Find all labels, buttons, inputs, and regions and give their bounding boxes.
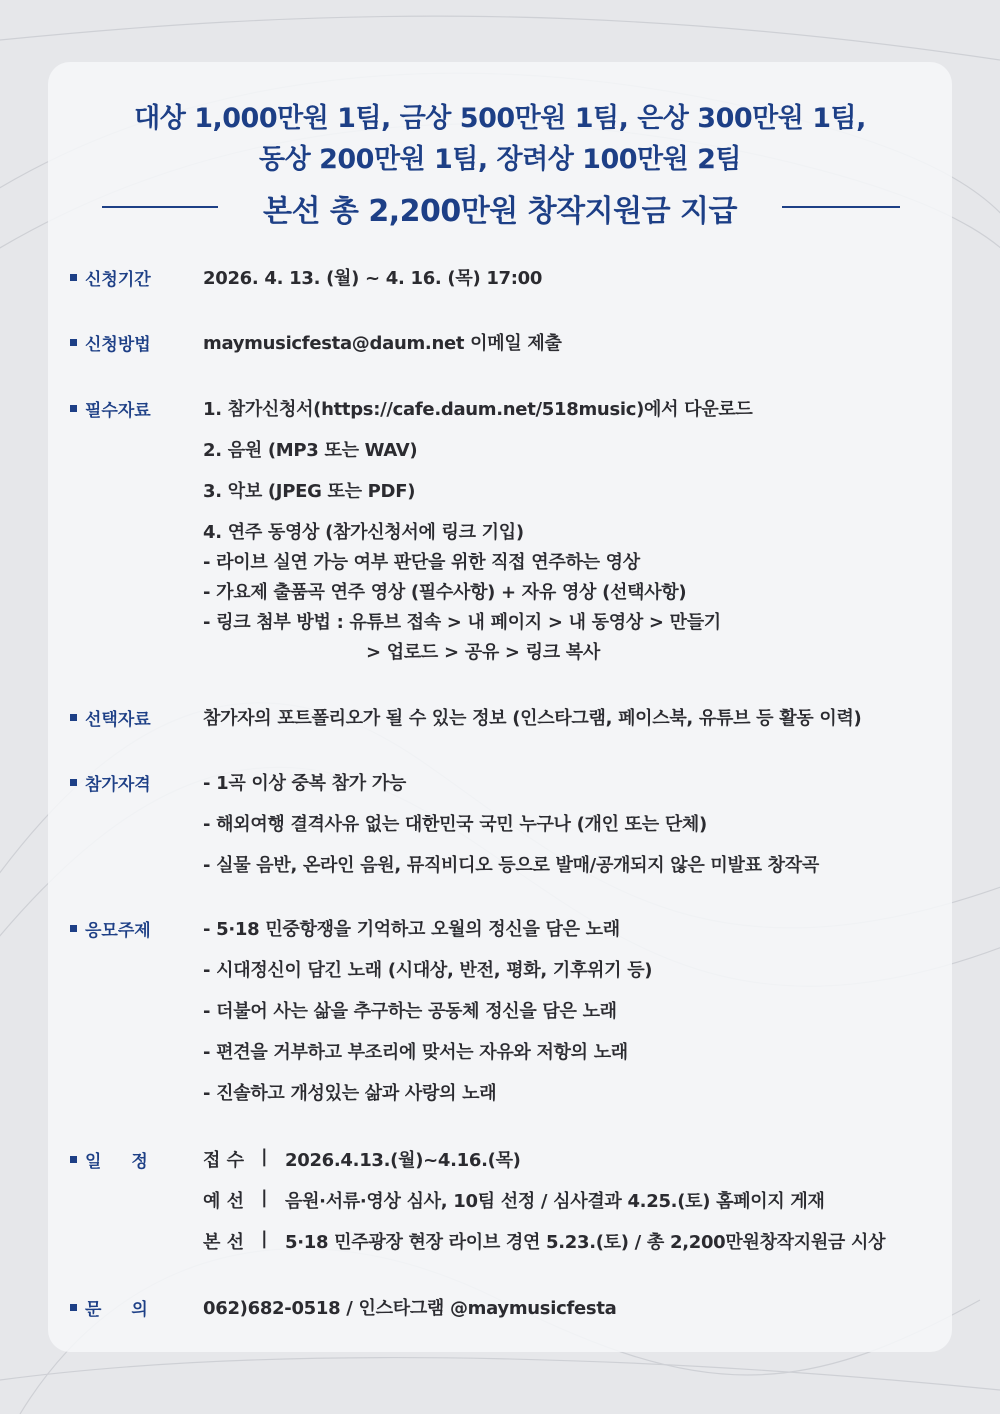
contact-value: 062)682-0518 / 인스타그램 @maymusicfesta [203, 1298, 617, 1319]
label-schedule: 일정 [70, 1147, 178, 1172]
schedule-key: 예 선 [203, 1191, 245, 1212]
eligibility-item: - 실물 음반, 온라인 음원, 뮤직비디오 등으로 발매/공개되지 않은 미발표 창작곡 [203, 855, 819, 876]
square-bullet-icon [70, 1156, 77, 1163]
square-bullet-icon [70, 925, 77, 932]
required-item: 1. 참가신청서(https://cafe.daum.net/518music)에서 다운로드 [203, 399, 753, 420]
prize-line-2: 동상 200만원 1팀, 장려상 100만원 2팀 [259, 144, 741, 175]
schedule-value: 2026.4.13.(월)~4.16.(목) [285, 1150, 521, 1171]
theme-item: - 편견을 거부하고 부조리에 맞서는 자유와 저항의 노래 [203, 1042, 628, 1063]
square-bullet-icon [70, 779, 77, 786]
square-bullet-icon [70, 405, 77, 412]
required-item: 3. 악보 (JPEG 또는 PDF) [203, 481, 416, 502]
schedule-separator: | [261, 1146, 268, 1167]
title-rule-right [782, 206, 900, 208]
theme-item: - 더불어 사는 삶을 추구하는 공동체 정신을 담은 노래 [203, 1001, 617, 1022]
title-row [0, 186, 1000, 230]
page-title: 본선 총 2,200만원 창작지원금 지급 [263, 194, 737, 229]
method-value: maymusicfesta@daum.net 이메일 제출 [203, 333, 562, 354]
square-bullet-icon [70, 274, 77, 281]
schedule-value: 5·18 민주광장 현장 라이브 경연 5.23.(토) / 총 2,200만원창작지원금 시상 [285, 1232, 886, 1253]
required-item: - 링크 첨부 방법 : 유튜브 접속 > 내 페이지 > 내 동영상 > 만들기 [203, 612, 721, 633]
required-item: 2. 음원 (MP3 또는 WAV) [203, 440, 418, 461]
schedule-separator: | [261, 1187, 268, 1208]
required-item: > 업로드 > 공유 > 링크 복사 [366, 642, 600, 663]
eligibility-item: - 해외여행 결격사유 없는 대한민국 국민 누구나 (개인 또는 단체) [203, 814, 707, 835]
theme-item: - 시대정신이 담긴 노래 (시대상, 반전, 평화, 기후위기 등) [203, 960, 653, 981]
label-method: 신청방법 [70, 330, 151, 355]
square-bullet-icon [70, 1304, 77, 1311]
optional-value: 참가자의 포트폴리오가 될 수 있는 정보 (인스타그램, 페이스북, 유튜브 등 활동 이력) [203, 708, 862, 729]
schedule-key: 접 수 [203, 1150, 245, 1171]
label-themes: 응모주제 [70, 916, 151, 941]
schedule-value: 음원·서류·영상 심사, 10팀 선정 / 심사결과 4.25.(토) 홈페이지 게재 [285, 1191, 825, 1212]
required-item: 4. 연주 동영상 (참가신청서에 링크 기입) [203, 522, 524, 543]
eligibility-item: - 1곡 이상 중복 참가 가능 [203, 773, 407, 794]
schedule-key: 본 선 [203, 1232, 245, 1253]
period-value: 2026. 4. 13. (월) ~ 4. 16. (목) 17:00 [203, 268, 543, 289]
theme-item: - 진솔하고 개성있는 삶과 사랑의 노래 [203, 1083, 497, 1104]
prize-line-1: 대상 1,000만원 1팀, 금상 500만원 1팀, 은상 300만원 1팀, [134, 103, 866, 134]
label-eligibility: 참가자격 [70, 770, 151, 795]
label-contact: 문의 [70, 1295, 178, 1320]
square-bullet-icon [70, 714, 77, 721]
required-item: - 가요제 출품곡 연주 영상 (필수사항) + 자유 영상 (선택사항) [203, 582, 687, 603]
label-period: 신청기간 [70, 265, 151, 290]
theme-item: - 5·18 민중항쟁을 기억하고 오월의 정신을 담은 노래 [203, 919, 620, 940]
required-item: - 라이브 실연 가능 여부 판단을 위한 직접 연주하는 영상 [203, 552, 640, 573]
square-bullet-icon [70, 339, 77, 346]
label-required: 필수자료 [70, 396, 151, 421]
label-optional: 선택자료 [70, 705, 151, 730]
schedule-separator: | [261, 1228, 268, 1249]
